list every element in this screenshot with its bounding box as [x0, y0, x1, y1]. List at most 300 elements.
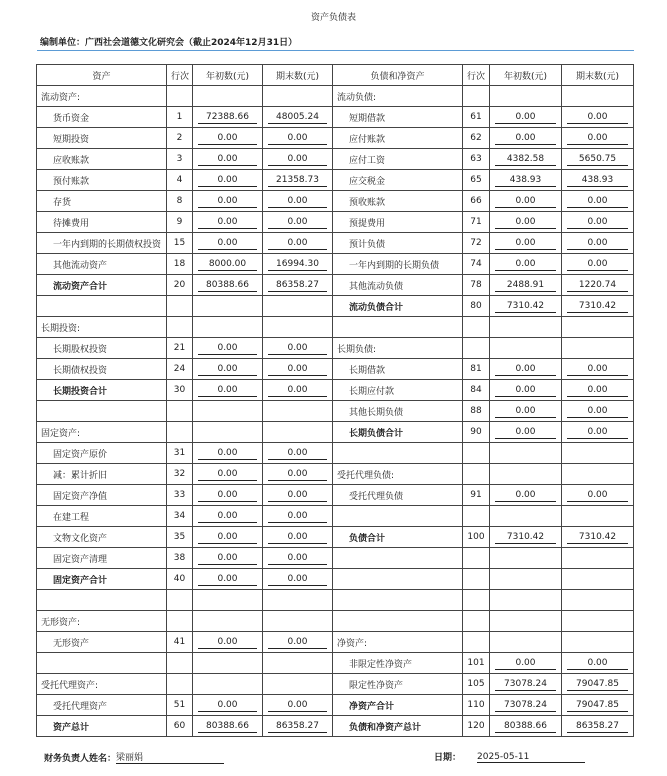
asset-line-no: 2 [167, 128, 193, 149]
asset-closing-value: 0.00 [268, 510, 327, 523]
asset-opening-value-cell [193, 716, 263, 737]
asset-line-no: 30 [167, 380, 193, 401]
table-row [37, 485, 634, 506]
liability-opening-value-cell [490, 653, 562, 674]
asset-opening-value-cell [193, 443, 263, 464]
asset-closing-value: 0.00 [268, 153, 327, 166]
liability-item-label: 应交税金 [333, 170, 463, 191]
asset-closing-value: 0.00 [268, 573, 327, 586]
asset-line-no [167, 674, 193, 695]
asset-opening-value-cell [193, 149, 263, 170]
liability-opening-value-cell [490, 695, 562, 716]
liability-opening-value: 438.93 [495, 174, 556, 187]
liability-opening-value-cell [490, 254, 562, 275]
liability-item-label: 预收账款 [333, 191, 463, 212]
header-divider [37, 50, 634, 51]
liability-line-no: 81 [463, 359, 490, 380]
col-header-opening: 年初数(元) [193, 65, 263, 86]
liability-item-label: 受托代理负债 [333, 485, 463, 506]
asset-opening-value-cell [193, 233, 263, 254]
table-row [37, 275, 634, 296]
liability-opening-value-cell [490, 170, 562, 191]
asset-item-label: 减：累计折旧 [37, 464, 167, 485]
asset-line-no: 21 [167, 338, 193, 359]
liability-item-label: 长期负债: [333, 338, 463, 359]
liability-line-no: 61 [463, 107, 490, 128]
liability-closing-value: 1220.74 [567, 279, 628, 292]
liability-line-no: 84 [463, 380, 490, 401]
asset-opening-value: 72388.66 [198, 111, 257, 124]
liability-item-label [333, 317, 463, 338]
asset-closing-value: 0.00 [268, 531, 327, 544]
table-row [37, 506, 634, 527]
liability-item-label: 负债合计 [333, 527, 463, 548]
liability-opening-value-cell [490, 380, 562, 401]
asset-opening-value: 0.00 [198, 384, 257, 397]
asset-closing-value: 0.00 [268, 363, 327, 376]
asset-opening-value: 0.00 [198, 216, 257, 229]
liability-line-no [463, 569, 490, 590]
asset-item-label: 货币资金 [37, 107, 167, 128]
table-row [37, 107, 634, 128]
asset-closing-value: 0.00 [268, 384, 327, 397]
liability-opening-value-cell [490, 128, 562, 149]
liability-closing-value-cell [562, 317, 634, 338]
asset-opening-value: 0.00 [198, 342, 257, 355]
liability-line-no: 62 [463, 128, 490, 149]
liability-closing-value-cell [562, 338, 634, 359]
asset-opening-value: 0.00 [198, 174, 257, 187]
liability-opening-value-cell [490, 443, 562, 464]
table-row [37, 359, 634, 380]
liability-closing-value-cell [562, 107, 634, 128]
asset-opening-value: 0.00 [198, 237, 257, 250]
liability-opening-value: 0.00 [495, 489, 556, 502]
liability-item-label: 预提费用 [333, 212, 463, 233]
asset-closing-value-cell [263, 107, 333, 128]
asset-line-no: 9 [167, 212, 193, 233]
asset-opening-value-cell [193, 275, 263, 296]
liability-opening-value-cell [490, 485, 562, 506]
liability-closing-value-cell [562, 506, 634, 527]
asset-closing-value: 0.00 [268, 132, 327, 145]
finance-officer-name: 梁丽娟 [116, 750, 224, 764]
top-edge-fragment [32, 0, 62, 4]
liability-closing-value: 0.00 [567, 258, 628, 271]
liability-opening-value-cell [490, 275, 562, 296]
liability-line-no: 80 [463, 296, 490, 317]
asset-closing-value-cell [263, 422, 333, 443]
liability-closing-value-cell [562, 548, 634, 569]
liability-closing-value-cell [562, 170, 634, 191]
asset-line-no: 18 [167, 254, 193, 275]
liability-line-no [463, 338, 490, 359]
liability-line-no [463, 86, 490, 107]
liability-line-no: 74 [463, 254, 490, 275]
asset-item-label: 固定资产: [37, 422, 167, 443]
col-header-closing: 期末数(元) [562, 65, 634, 86]
asset-closing-value-cell [263, 443, 333, 464]
asset-item-label: 无形资产: [37, 611, 167, 632]
liability-line-no: 120 [463, 716, 490, 737]
liability-opening-value-cell [490, 464, 562, 485]
asset-closing-value: 0.00 [268, 552, 327, 565]
liability-closing-value: 0.00 [567, 237, 628, 250]
liability-opening-value: 2488.91 [495, 279, 556, 292]
liability-closing-value: 438.93 [567, 174, 628, 187]
liability-opening-value: 73078.24 [495, 699, 556, 712]
liability-line-no: 110 [463, 695, 490, 716]
asset-closing-value-cell [263, 527, 333, 548]
col-header-closing: 期末数(元) [263, 65, 333, 86]
asset-closing-value: 16994.30 [268, 258, 327, 271]
date-label: 日期： [434, 753, 462, 763]
liability-item-label: 其他流动负债 [333, 275, 463, 296]
liability-item-label [333, 548, 463, 569]
liability-opening-value-cell [490, 422, 562, 443]
table-row [37, 380, 634, 401]
liability-item-label: 其他长期负债 [333, 401, 463, 422]
asset-closing-value-cell [263, 128, 333, 149]
reporting-unit: 编制单位：广西社会道德文化研究会（截止2024年12月31日） [40, 38, 298, 48]
liability-item-label: 长期应付款 [333, 380, 463, 401]
liability-opening-value-cell [490, 212, 562, 233]
finance-officer-field [44, 750, 224, 764]
liability-opening-value: 0.00 [495, 237, 556, 250]
liability-closing-value-cell [562, 632, 634, 653]
asset-line-no: 34 [167, 506, 193, 527]
liability-opening-value: 7310.42 [495, 531, 556, 544]
asset-opening-value-cell [193, 296, 263, 317]
liability-item-label: 负债和净资产总计 [333, 716, 463, 737]
liability-closing-value-cell [562, 653, 634, 674]
asset-closing-value-cell [263, 254, 333, 275]
asset-line-no [167, 86, 193, 107]
liability-opening-value-cell [490, 359, 562, 380]
liability-closing-value: 0.00 [567, 363, 628, 376]
asset-opening-value: 8000.00 [198, 258, 257, 271]
asset-closing-value-cell [263, 191, 333, 212]
liability-closing-value: 79047.85 [567, 699, 628, 712]
liability-opening-value-cell [490, 569, 562, 590]
col-header-assets: 资产 [37, 65, 167, 86]
asset-item-label [37, 401, 167, 422]
asset-closing-value-cell [263, 716, 333, 737]
liability-opening-value: 0.00 [495, 426, 556, 439]
liability-closing-value: 7310.42 [567, 531, 628, 544]
liability-closing-value-cell [562, 674, 634, 695]
liability-closing-value: 86358.27 [567, 720, 628, 733]
asset-opening-value-cell [193, 317, 263, 338]
table-row [37, 212, 634, 233]
table-row [37, 422, 634, 443]
asset-line-no [167, 317, 193, 338]
table-row [37, 443, 634, 464]
asset-item-label: 预付账款 [37, 170, 167, 191]
asset-opening-value-cell [193, 128, 263, 149]
asset-opening-value-cell [193, 674, 263, 695]
asset-closing-value-cell [263, 86, 333, 107]
liability-opening-value-cell [490, 590, 562, 611]
liability-opening-value-cell [490, 191, 562, 212]
table-row [37, 317, 634, 338]
asset-line-no [167, 296, 193, 317]
asset-line-no: 15 [167, 233, 193, 254]
liability-closing-value-cell [562, 695, 634, 716]
asset-item-label: 固定资产合计 [37, 569, 167, 590]
asset-closing-value-cell [263, 506, 333, 527]
asset-closing-value-cell [263, 653, 333, 674]
table-row [37, 716, 634, 737]
table-row [37, 233, 634, 254]
asset-line-no: 35 [167, 527, 193, 548]
asset-line-no: 38 [167, 548, 193, 569]
liability-closing-value-cell [562, 485, 634, 506]
asset-item-label: 长期债权投资 [37, 359, 167, 380]
table-row [37, 611, 634, 632]
liability-closing-value: 5650.75 [567, 153, 628, 166]
asset-line-no: 51 [167, 695, 193, 716]
asset-line-no [167, 653, 193, 674]
asset-closing-value-cell [263, 611, 333, 632]
liability-closing-value: 0.00 [567, 111, 628, 124]
balance-sheet-table [36, 64, 634, 737]
liability-closing-value: 79047.85 [567, 678, 628, 691]
liability-opening-value-cell [490, 401, 562, 422]
table-row [37, 149, 634, 170]
asset-opening-value: 0.00 [198, 153, 257, 166]
asset-line-no: 3 [167, 149, 193, 170]
table-row [37, 170, 634, 191]
liability-closing-value-cell [562, 149, 634, 170]
asset-closing-value-cell [263, 275, 333, 296]
asset-closing-value-cell [263, 380, 333, 401]
table-row [37, 401, 634, 422]
liability-closing-value: 0.00 [567, 426, 628, 439]
asset-closing-value: 0.00 [268, 468, 327, 481]
liability-item-label: 净资产: [333, 632, 463, 653]
asset-opening-value: 0.00 [198, 573, 257, 586]
asset-closing-value-cell [263, 359, 333, 380]
liability-opening-value-cell [490, 632, 562, 653]
asset-closing-value: 21358.73 [268, 174, 327, 187]
liability-closing-value-cell [562, 422, 634, 443]
liability-item-label: 长期负债合计 [333, 422, 463, 443]
asset-item-label: 长期投资合计 [37, 380, 167, 401]
liability-closing-value: 0.00 [567, 657, 628, 670]
asset-opening-value-cell [193, 611, 263, 632]
liability-opening-value: 0.00 [495, 111, 556, 124]
asset-opening-value-cell [193, 422, 263, 443]
asset-closing-value-cell [263, 632, 333, 653]
asset-item-label: 无形资产 [37, 632, 167, 653]
liability-closing-value-cell [562, 275, 634, 296]
asset-closing-value: 86358.27 [268, 720, 327, 733]
asset-opening-value: 0.00 [198, 363, 257, 376]
liability-item-label: 长期借款 [333, 359, 463, 380]
asset-line-no: 41 [167, 632, 193, 653]
asset-line-no: 8 [167, 191, 193, 212]
asset-item-label: 待摊费用 [37, 212, 167, 233]
liability-opening-value-cell [490, 674, 562, 695]
asset-opening-value-cell [193, 212, 263, 233]
asset-opening-value-cell [193, 170, 263, 191]
liability-opening-value: 73078.24 [495, 678, 556, 691]
asset-closing-value: 0.00 [268, 195, 327, 208]
asset-opening-value: 80388.66 [198, 720, 257, 733]
liability-line-no [463, 317, 490, 338]
liability-item-label: 预计负债 [333, 233, 463, 254]
liability-line-no: 72 [463, 233, 490, 254]
table-row [37, 128, 634, 149]
asset-item-label: 一年内到期的长期债权投资 [37, 233, 167, 254]
asset-closing-value-cell [263, 317, 333, 338]
table-row [37, 338, 634, 359]
liability-line-no [463, 464, 490, 485]
asset-opening-value-cell [193, 359, 263, 380]
liability-closing-value-cell [562, 212, 634, 233]
asset-opening-value-cell [193, 569, 263, 590]
asset-item-label: 短期投资 [37, 128, 167, 149]
asset-item-label [37, 653, 167, 674]
asset-opening-value-cell [193, 86, 263, 107]
liability-line-no: 88 [463, 401, 490, 422]
liability-opening-value: 80388.66 [495, 720, 556, 733]
liability-line-no: 100 [463, 527, 490, 548]
asset-closing-value: 0.00 [268, 699, 327, 712]
asset-opening-value: 0.00 [198, 195, 257, 208]
asset-closing-value-cell [263, 464, 333, 485]
asset-opening-value: 0.00 [198, 531, 257, 544]
asset-closing-value-cell [263, 233, 333, 254]
liability-closing-value-cell [562, 191, 634, 212]
liability-closing-value: 0.00 [567, 405, 628, 418]
asset-closing-value: 0.00 [268, 342, 327, 355]
liability-closing-value: 0.00 [567, 195, 628, 208]
asset-opening-value-cell [193, 485, 263, 506]
table-row [37, 86, 634, 107]
asset-closing-value-cell [263, 485, 333, 506]
liability-opening-value-cell [490, 527, 562, 548]
asset-item-label: 流动资产合计 [37, 275, 167, 296]
asset-line-no: 24 [167, 359, 193, 380]
table-row [37, 590, 634, 611]
liability-item-label: 流动负债合计 [333, 296, 463, 317]
liability-opening-value-cell [490, 548, 562, 569]
liability-line-no: 66 [463, 191, 490, 212]
liability-closing-value: 7310.42 [567, 300, 628, 313]
liability-opening-value: 0.00 [495, 405, 556, 418]
asset-opening-value-cell [193, 401, 263, 422]
asset-closing-value-cell [263, 569, 333, 590]
table-row [37, 548, 634, 569]
asset-closing-value-cell [263, 212, 333, 233]
liability-closing-value: 0.00 [567, 216, 628, 229]
liability-closing-value-cell [562, 233, 634, 254]
liability-item-label: 应付账款 [333, 128, 463, 149]
liability-opening-value: 7310.42 [495, 300, 556, 313]
asset-opening-value: 0.00 [198, 636, 257, 649]
asset-item-label: 应收账款 [37, 149, 167, 170]
asset-item-label: 其他流动资产 [37, 254, 167, 275]
asset-opening-value-cell [193, 107, 263, 128]
liability-item-label [333, 506, 463, 527]
asset-closing-value: 86358.27 [268, 279, 327, 292]
table-row [37, 674, 634, 695]
asset-item-label: 在建工程 [37, 506, 167, 527]
asset-item-label: 固定资产净值 [37, 485, 167, 506]
asset-closing-value: 0.00 [268, 489, 327, 502]
liability-closing-value-cell [562, 296, 634, 317]
liability-closing-value-cell [562, 590, 634, 611]
asset-item-label: 文物文化资产 [37, 527, 167, 548]
asset-opening-value: 0.00 [198, 510, 257, 523]
asset-line-no: 60 [167, 716, 193, 737]
liability-opening-value-cell [490, 611, 562, 632]
liability-opening-value-cell [490, 338, 562, 359]
asset-opening-value-cell [193, 338, 263, 359]
asset-closing-value: 0.00 [268, 216, 327, 229]
asset-line-no: 32 [167, 464, 193, 485]
liability-closing-value-cell [562, 128, 634, 149]
liability-line-no: 101 [463, 653, 490, 674]
asset-line-no: 31 [167, 443, 193, 464]
asset-item-label: 受托代理资产 [37, 695, 167, 716]
asset-opening-value: 0.00 [198, 489, 257, 502]
liability-closing-value-cell [562, 464, 634, 485]
liability-line-no [463, 611, 490, 632]
liability-opening-value-cell [490, 296, 562, 317]
finance-officer-label: 财务负责人姓名： [44, 754, 117, 764]
asset-opening-value-cell [193, 464, 263, 485]
liability-item-label [333, 611, 463, 632]
asset-closing-value-cell [263, 296, 333, 317]
liability-closing-value-cell [562, 254, 634, 275]
asset-opening-value: 0.00 [198, 552, 257, 565]
asset-closing-value-cell [263, 674, 333, 695]
asset-opening-value: 0.00 [198, 447, 257, 460]
asset-item-label: 资产总计 [37, 716, 167, 737]
col-header-line-no: 行次 [463, 65, 490, 86]
asset-item-label: 长期投资: [37, 317, 167, 338]
liability-item-label: 短期借款 [333, 107, 463, 128]
liability-line-no [463, 632, 490, 653]
liability-item-label: 一年内到期的长期负债 [333, 254, 463, 275]
asset-line-no [167, 590, 193, 611]
liability-opening-value: 0.00 [495, 195, 556, 208]
liability-opening-value-cell [490, 506, 562, 527]
asset-item-label [37, 296, 167, 317]
asset-closing-value-cell [263, 401, 333, 422]
asset-line-no: 40 [167, 569, 193, 590]
asset-item-label: 固定资产清理 [37, 548, 167, 569]
liability-closing-value-cell [562, 569, 634, 590]
asset-closing-value-cell [263, 149, 333, 170]
asset-closing-value: 0.00 [268, 447, 327, 460]
liability-line-no: 65 [463, 170, 490, 191]
liability-line-no: 91 [463, 485, 490, 506]
asset-item-label [37, 590, 167, 611]
table-row [37, 254, 634, 275]
liability-item-label: 流动负债: [333, 86, 463, 107]
asset-opening-value-cell [193, 590, 263, 611]
liability-closing-value-cell [562, 716, 634, 737]
table-row [37, 527, 634, 548]
liability-line-no [463, 506, 490, 527]
table-row [37, 464, 634, 485]
liability-line-no: 90 [463, 422, 490, 443]
asset-line-no [167, 401, 193, 422]
